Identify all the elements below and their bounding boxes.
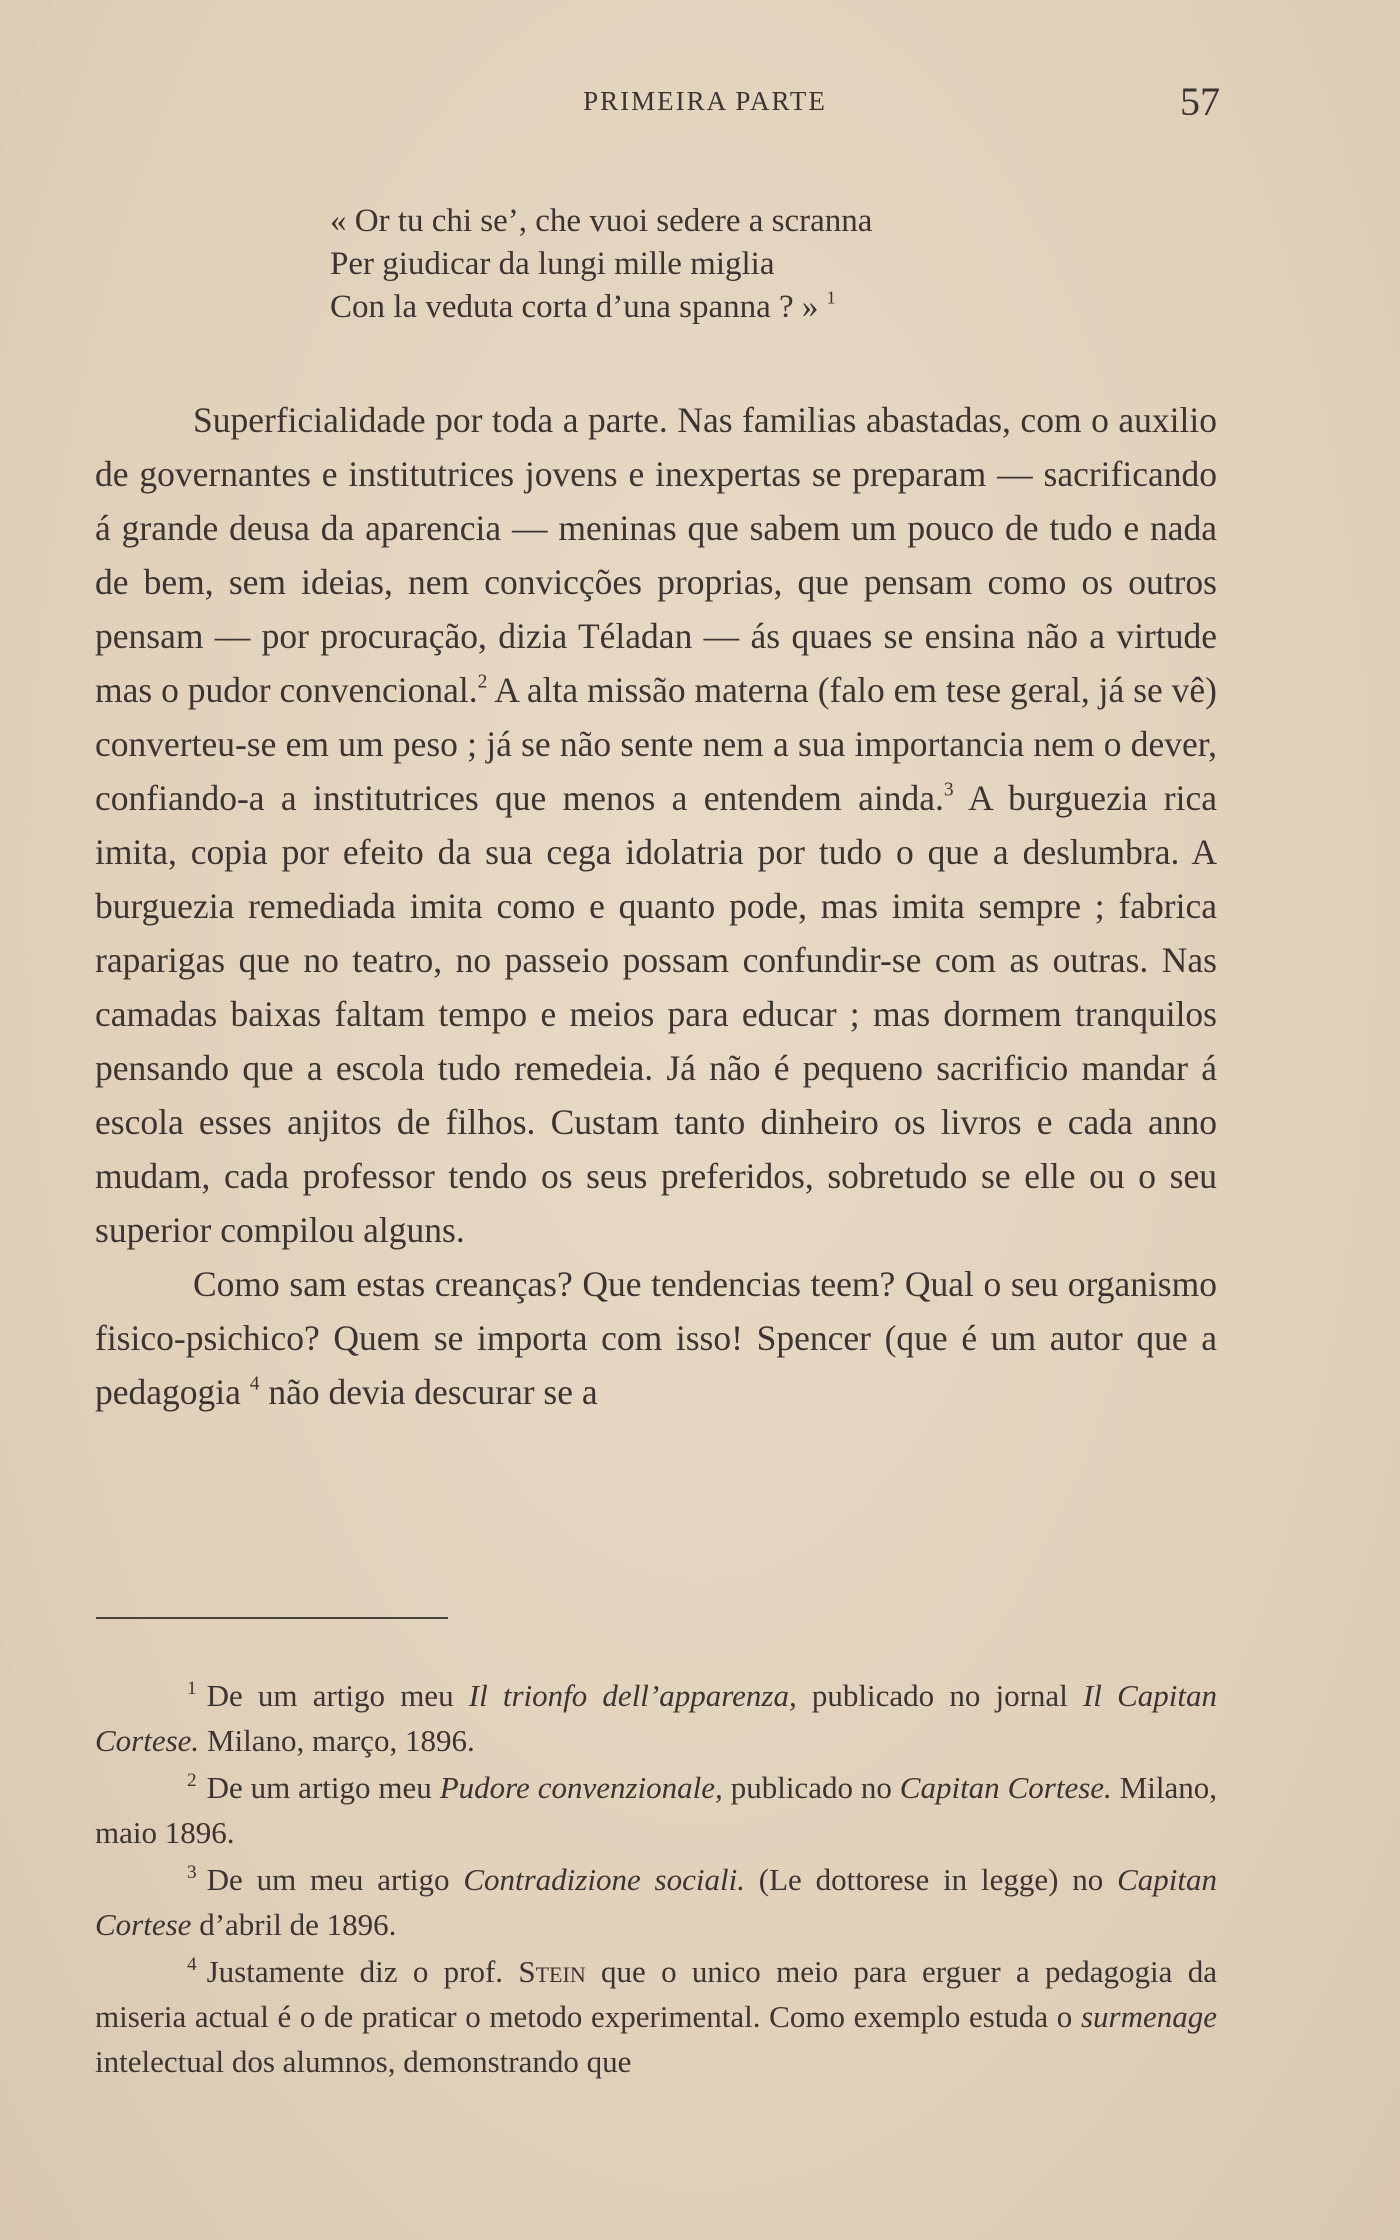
footnote-author: Stein (518, 1954, 586, 1989)
footnote-text: d’abril de 1896. (191, 1907, 397, 1942)
footnote-journal: Capitan Cortese (95, 1862, 1217, 1942)
footnote-number: 4 (187, 1954, 197, 1976)
footnote-reference: 4 (249, 1373, 260, 1395)
paragraph-text: A burguezia rica imita, copia por efeito da sua cega idolatria por tudo o que a deslumbra. A burguezia remediada imita como e quanto pode, mas imita sempre ; fabrica raparigas que no teatro, no passeio possam confundir-se com as outras. Nas camadas baixas faltam tempo e meios para educar ; mas dormem tranquilos pensando que a escola tudo remedeia. Já não é pequeno sacrificio mandar á escola esses anjitos de filhos. Custam tanto dinheiro os livros e cada anno mudam, cada professor tendo os seus preferidos, sobretudo se elle ou o seu superior compilou alguns. (95, 778, 1218, 1250)
verse-line-text: Con la veduta corta d’una spanna ? » (330, 289, 827, 325)
footnote-text: De um artigo meu (206, 1678, 469, 1713)
footnote-term: surmenage (1080, 1999, 1217, 2034)
footnote-reference: 1 (826, 287, 836, 308)
footnote-text: Milano, março, 1896. (199, 1723, 475, 1758)
page-number: 57 (1180, 79, 1220, 124)
footnotes (95, 1673, 1217, 2086)
footnote-text: De um meu artigo (206, 1862, 464, 1897)
verse-line: Per giudicar da lungi mille miglia (330, 246, 775, 282)
paragraph (95, 1257, 1217, 1419)
footnote-3 (95, 1857, 1217, 1947)
footnote-number: 2 (187, 1770, 197, 1792)
footnote-text: (Le dottorese in legge) no (744, 1862, 1118, 1897)
footnote-text: publicado no jornal (796, 1678, 1083, 1713)
footnote-2 (95, 1765, 1217, 1855)
paragraph-text: Como sam estas creanças? Que tendencias teem? Qual o seu organismo fisico-psichico? Quem se importa com isso! Spencer (que é um autor que a pedagogia (95, 1264, 1217, 1412)
footnote-title: Pudore convenzionale, (439, 1770, 723, 1805)
footnote-4 (95, 1949, 1217, 2084)
footnote-text: Milano, maio 1896. (95, 1770, 1217, 1850)
paragraph-text: não devia descurar se a (259, 1372, 598, 1412)
footnote-title: Il trionfo dell’apparenza, (468, 1678, 797, 1713)
footnote-text: Justamente diz o prof. (206, 1954, 519, 1989)
footnote-journal: Il Capitan Cortese. (95, 1678, 1217, 1758)
footnote-number: 3 (187, 1862, 197, 1884)
paragraph (95, 393, 1217, 1257)
paragraph-text: Superficialidade por toda a parte. Nas familias abastadas, com o auxilio de governantes e institutrices jovens e inexpertas se preparam — sacrificando á grande deusa da aparencia — meninas que sabem um pouco de tudo e nada de bem, sem ideias, nem convicções proprias, que pensam como os outros pensam — por procuração, dizia Téladan — ás quaes se ensina não a virtude mas o pudor convencional. (95, 400, 1217, 710)
footnote-text: que o unico meio para erguer a pedagogia da miseria actual é o de praticar o metodo experimental. Como exemplo estuda o (95, 1954, 1217, 2034)
verse-quotation (330, 200, 872, 329)
footnote-title: Contradizione sociali. (463, 1862, 745, 1897)
footnote-journal: Capitan Cortese. (899, 1770, 1112, 1805)
footnote-number: 1 (187, 1678, 197, 1700)
running-head: PRIMEIRA PARTE (583, 86, 827, 116)
footnote-text: intelectual dos alumnos, demonstrando que (95, 2044, 632, 2079)
footnote-reference: 3 (943, 779, 954, 801)
footnote-reference: 2 (477, 671, 488, 693)
footnote-text: publicado no (722, 1770, 900, 1805)
footnote-separator (96, 1617, 448, 1619)
footnote-1 (95, 1673, 1217, 1763)
paragraph-text: A alta missão materna (falo em tese geral, já se vê) converteu-se em um peso ; já se não sente nem a sua importancia nem o dever, confiando-a a institutrices que menos a entendem ainda. (95, 670, 1217, 818)
verse-line: « Or tu chi se’, che vuoi sedere a scranna (330, 203, 873, 239)
footnote-text: De um artigo meu (206, 1770, 440, 1805)
body-text (95, 393, 1217, 1419)
verse-line (330, 286, 872, 329)
page-header (0, 78, 1400, 128)
